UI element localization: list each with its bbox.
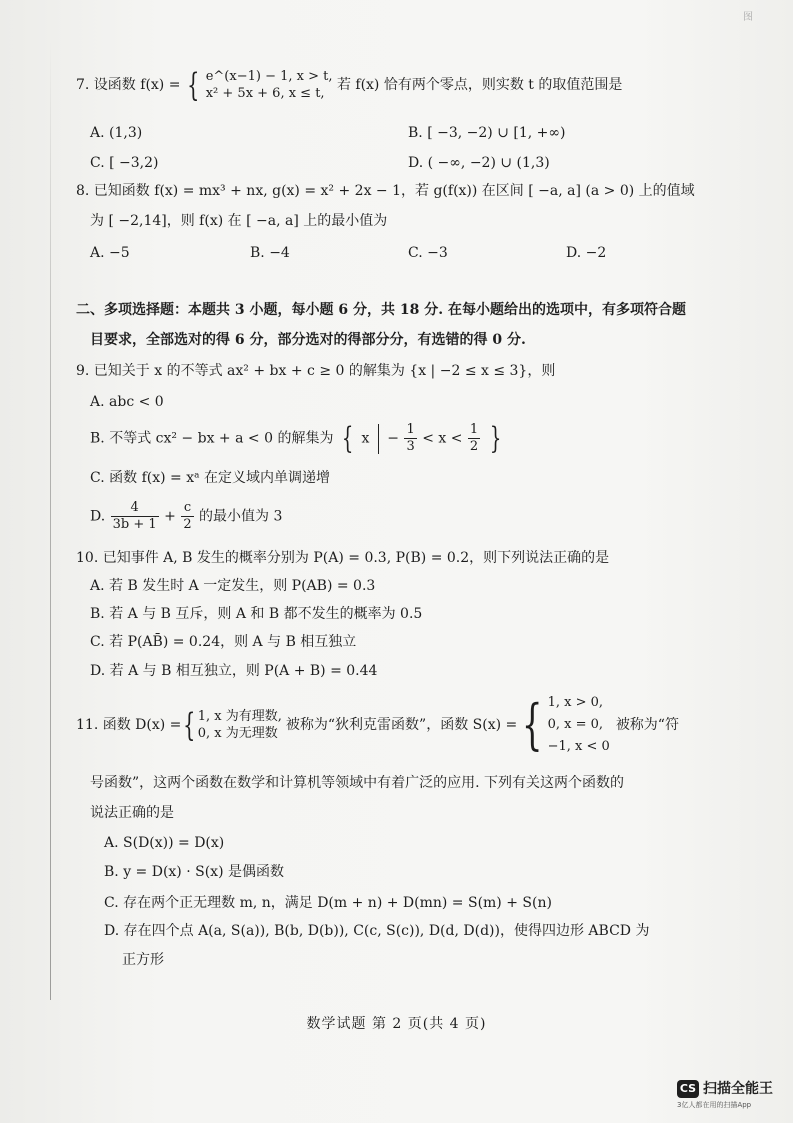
q9-d-prefix: D. bbox=[90, 508, 106, 525]
q7-prefix: 7. 设函数 f(x) = bbox=[76, 77, 181, 93]
q7-case1: e^(x−1) − 1, x > t, bbox=[205, 69, 333, 84]
q11-mid: 被称为“狄利克雷函数”，函数 S(x) = bbox=[285, 717, 518, 733]
q11-option-a: A. S(D(x)) = D(x) bbox=[104, 835, 225, 851]
q11-s-case1: 1, x > 0, bbox=[547, 695, 604, 710]
q11-s-case2: 0, x = 0, bbox=[547, 717, 604, 732]
q9-option-a: A. abc < 0 bbox=[90, 394, 164, 410]
q11-s-cases bbox=[548, 692, 610, 758]
q9-d-suffix: 的最小值为 3 bbox=[199, 508, 283, 525]
q7-cases bbox=[206, 68, 333, 102]
q10-option-d: D. 若 A 与 B 相互独立，则 P(A + B) = 0.44 bbox=[90, 663, 378, 679]
watermark-subtitle: 3亿人都在用的扫描App bbox=[677, 1101, 752, 1109]
q8-option-c: C. −3 bbox=[408, 245, 448, 261]
q8-option-d: D. −2 bbox=[566, 245, 607, 261]
q9-d-frac1-num: 4 bbox=[111, 500, 159, 517]
page-footer: 数学试题 第 2 页(共 4 页) bbox=[306, 1016, 487, 1032]
q11-s-brace: { bbox=[522, 693, 543, 756]
q8-option-b: B. −4 bbox=[250, 245, 290, 261]
section2-line2: 目要求，全部选对的得 6 分，部分选对的得部分分，有选错的得 0 分. bbox=[90, 332, 526, 348]
q9-stem: 9. 已知关于 x 的不等式 ax² + bx + c ≥ 0 的解集为 {x | −2 ≤ x ≤ 3}，则 bbox=[76, 363, 556, 379]
q9-b-frac1-num: 1 bbox=[406, 422, 415, 437]
q9-b-set-open: { bbox=[341, 420, 354, 456]
q11-d-case2: 0, x 为无理数 bbox=[197, 726, 278, 741]
q9-option-c: C. 函数 f(x) = xᵃ 在定义域内单调递增 bbox=[90, 470, 330, 486]
q9-b-frac2-num: 1 bbox=[469, 422, 479, 437]
q7-suffix: 若 f(x) 恰有两个零点，则实数 t 的取值范围是 bbox=[336, 77, 623, 93]
q7-option-c: C. [ −3,2) bbox=[90, 155, 159, 171]
q9-d-frac1-den: 3b + 1 bbox=[112, 517, 157, 532]
q11-option-d-line1: D. 存在四个点 A(a, S(a)), B(b, D(b)), C(c, S(c)), D(d, D(d))，使得四边形 ABCD 为 bbox=[104, 923, 650, 939]
q7-option-d: D. ( −∞, −2) ∪ (1,3) bbox=[408, 155, 550, 171]
q9-d-frac2-num: c bbox=[181, 500, 193, 517]
q11-d-cases bbox=[198, 708, 282, 742]
corner-mark: 图 bbox=[743, 12, 753, 23]
q9-b-prefix: B. 不等式 cx² − bx + a < 0 的解集为 bbox=[90, 430, 334, 447]
watermark-name: 扫描全能王 bbox=[703, 1081, 773, 1097]
q9-b-set-close: } bbox=[489, 420, 501, 456]
q10-option-b: B. 若 A 与 B 互斥，则 A 和 B 都不发生的概率为 0.5 bbox=[90, 606, 423, 622]
q11-stem bbox=[76, 690, 679, 760]
q11-s-case3: −1, x < 0 bbox=[547, 739, 610, 754]
q7-option-a: A. (1,3) bbox=[90, 125, 143, 141]
scan-edge-line bbox=[50, 40, 51, 1000]
q9-b-frac2-den: 2 bbox=[469, 439, 479, 454]
q9-d-frac1 bbox=[111, 500, 159, 533]
q9-b-frac2 bbox=[468, 422, 480, 455]
section2-line1: 二、多项选择题：本题共 3 小题，每小题 6 分，共 18 分. 在每小题给出的选项中，有多项符合题 bbox=[76, 302, 686, 318]
q11-line2: 号函数”，这两个函数在数学和计算机等领域中有着广泛的应用. 下列有关这两个函数的 bbox=[90, 775, 625, 791]
q8-option-a: A. −5 bbox=[90, 245, 130, 261]
q11-line3: 说法正确的是 bbox=[90, 805, 174, 821]
q7-brace: { bbox=[186, 66, 200, 104]
q7-case2: x² + 5x + 6, x ≤ t, bbox=[205, 86, 325, 101]
q11-prefix: 11. 函数 D(x) = bbox=[76, 717, 182, 733]
q8-line2: 为 [ −2,14]，则 f(x) 在 [ −a, a] 上的最小值为 bbox=[90, 213, 388, 229]
q10-option-c: C. 若 P(AB̄) = 0.24，则 A 与 B 相互独立 bbox=[90, 634, 357, 650]
q11-option-b: B. y = D(x) · S(x) 是偶函数 bbox=[104, 864, 284, 880]
q7-stem bbox=[76, 68, 622, 102]
q11-d-brace: { bbox=[183, 706, 196, 744]
q9-b-frac1-den: 3 bbox=[406, 439, 415, 454]
camscanner-logo-icon: CS bbox=[677, 1080, 699, 1098]
q8-line1: 8. 已知函数 f(x) = mx³ + nx, g(x) = x² + 2x − 1，若 g(f(x)) 在区间 [ −a, a] (a > 0) 上的值域 bbox=[76, 183, 695, 199]
q9-b-minus: − bbox=[387, 430, 399, 447]
q9-option-d bbox=[90, 500, 282, 533]
q10-option-a: A. 若 B 发生时 A 一定发生，则 P(AB) = 0.3 bbox=[90, 578, 376, 594]
q9-d-frac2 bbox=[181, 500, 193, 533]
q9-b-set-var: x bbox=[361, 430, 370, 447]
q9-d-frac2-den: 2 bbox=[183, 517, 192, 532]
q11-d-case1: 1, x 为有理数, bbox=[197, 709, 282, 724]
q9-option-b bbox=[90, 422, 505, 455]
q9-b-set-bar bbox=[378, 424, 379, 454]
q9-b-frac1 bbox=[404, 422, 416, 455]
q10-stem: 10. 已知事件 A, B 发生的概率分别为 P(A) = 0.3, P(B) = 0.2，则下列说法正确的是 bbox=[76, 550, 610, 566]
q11-option-c: C. 存在两个正无理数 m, n，满足 D(m + n) + D(mn) = S(m) + S(n) bbox=[104, 895, 552, 911]
q11-option-d-line2: 正方形 bbox=[122, 952, 164, 968]
q11-suffix: 被称为“符 bbox=[615, 717, 679, 733]
scanner-watermark bbox=[677, 1076, 787, 1112]
q9-b-mid: < x < bbox=[422, 430, 463, 447]
q9-d-plus: + bbox=[164, 508, 176, 525]
q7-option-b: B. [ −3, −2) ∪ [1, +∞) bbox=[408, 125, 566, 141]
